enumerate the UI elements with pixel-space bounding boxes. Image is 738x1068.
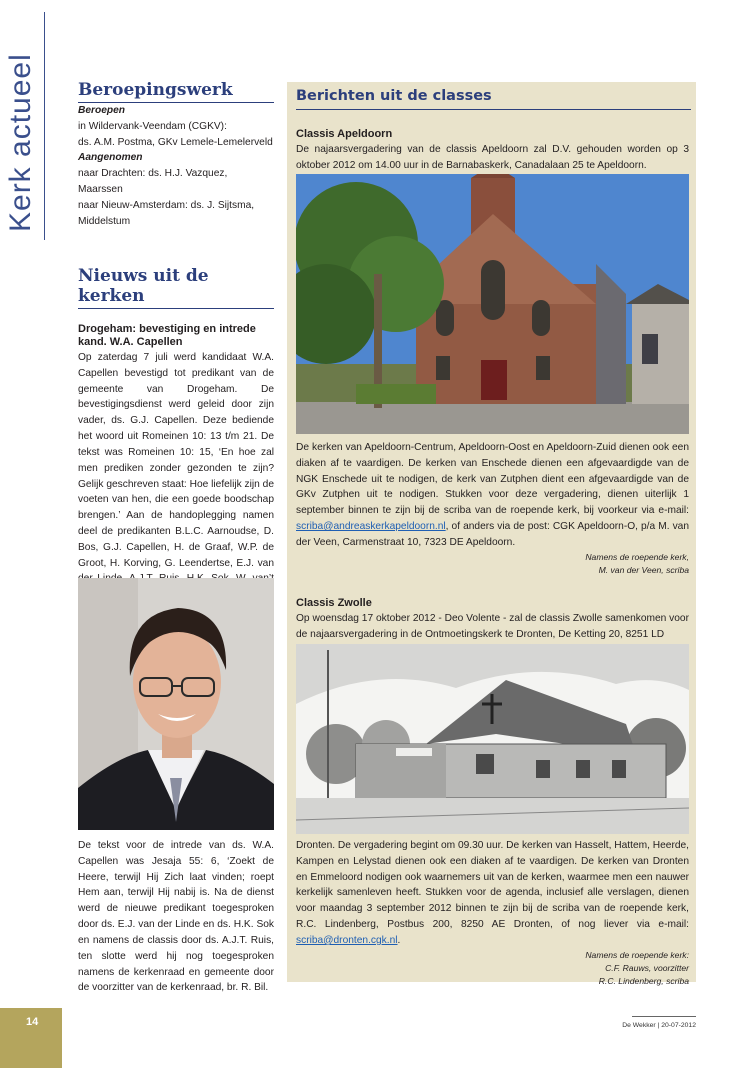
zwolle-signature: Namens de roepende kerk: [585,949,689,960]
nieuws-paragraph: Op zaterdag 7 juli werd kandidaat W.A. Capellen bevestigd tot predikant van de gemeente van Drogeham. De bevestigingsdienst werd geleid door zijn vader, ds. G.J. Capellen. Deze bediende het woord uit Romeinen 10: 13 t/m 21. De tekst was Romeinen 10: 15, ‘En hoe zal men prediken zonder gezonden te zijn? Gelijk geschreven staat: Hoe liefelijk zijn de voeten van hen, die een goede boodschap brengen.’ Aan de handoplegging namen deel de predikanten B.L.C. Aarnoudse, D. Bos, G.J. Capellen, H. de Graaf, W.P. de Groot, H. Korving, G. Leendertse, E.J. van [78,352,274,569]
section-label: Kerk actueel [4,53,37,232]
zwolle-body [296,838,689,949]
zwolle-email-link[interactable]: scriba@dronten.cgk.nl [296,934,398,946]
publication-info: De Wekker | 20-07-2012 [622,1022,696,1029]
berichten-heading: Berichten uit de classes [296,88,691,110]
aangenomen-line: naar Nieuw-Amsterdam: ds. J. Sijtsma, Middelstum [78,199,255,227]
nieuws-heading: Nieuws uit de kerken [78,266,274,309]
apeldoorn-body-block [296,440,689,577]
beroepingswerk-heading: Beroepingswerk [78,80,274,103]
zwolle-intro: Op woensdag 17 oktober 2012 - Deo Volente - zal de classis Zwolle samenkomen voor de najaarsvergadering in de Ontmoetingskerk te Dronten, De Ketting 20, 8251 LD [296,612,689,640]
zwolle-body-block [296,838,689,989]
aangenomen-line: naar Drachten: ds. H.J. Vazquez, Maarssen [78,168,228,196]
left-column [78,80,274,603]
zwolle-intro-block [296,597,689,642]
church-photo [296,174,689,434]
beroepen-line: ds. A.M. Postma, GKv Lemele-Lemelerveld [78,136,273,148]
zwolle-title: Classis Zwolle [296,597,372,609]
portrait-photo [78,578,274,830]
nieuws-paragraph-2: De tekst voor de intrede van ds. W.A. Capellen was Jesaja 55: 6, ‘Zoekt de Heere, terwijl Hij Zich laat vinden; roept Hem aan, terwijl Hij nabij is. Na de dienst werd de nieuwe predikant toegesproken door ds. E.J. van der Linde en ds. H.K. Sok en namens de classis door ds. A.J.T. Ruis, ten slotte werd hij nog toegesproken namens de kerkenraad en gemeente door de voorzitter van de kerkenraad, br. R. Bil. [78,840,274,994]
footer-rule [632,1016,696,1017]
sketch-illustration [296,644,689,834]
beroepen-label: Beroepen [78,105,125,116]
page-number: 14 [26,1016,39,1028]
apeldoorn-intro: De najaarsvergadering van de classis Apeldoorn zal D.V. gehouden worden op 3 oktober 2012 om 14.00 uur in de Barnabaskerk, Canadalaan 25 te Apeldoorn. [296,143,689,171]
apeldoorn-body-text-end: , of anders via de post: CGK Apeldoorn-O, p/a M. van der Veen, Carmenstraat 10, 7323 DE Apeldoorn. [296,521,689,548]
zwolle-signature: R.C. Lindenberg, scriba [598,976,689,987]
apeldoorn-intro-block [296,128,689,173]
left-bottom-text [78,838,274,996]
zwolle-body-text: Dronten. De vergadering begint om 09.30 uur. De kerken van Hasselt, Hattem, Heerde, Kampen en Lelystad dienen ook een diaken af te vaardigen. De kerken van Dronten en Emmeloord nodigen ook waarnemers uit van de kerken, waarmee men een nauwer kerkelijk samenleven heeft. Stukken voor de agenda, inclusief alle verslagen, dienen voor maandag 3 september 2012 binnen te zijn bij de scriba van de roepende kerk, R.C. Lindenberg, Postbus 200, 8250 AE Dronten, of nog liever via e-mail: [296,840,689,931]
church-illustration [296,174,689,434]
portrait-illustration [78,578,274,830]
zwolle-body-text-end: . [397,934,401,946]
zwolle-signature: C.F. Rauws, voorzitter [605,963,689,973]
beroepen-line: in Wildervank-Veendam (CGKV): [78,120,227,132]
apeldoorn-body [296,440,689,551]
aangenomen-label: Aangenomen [78,152,143,164]
nieuws-subheading: Drogeham: bevestiging en intrede kand. W.A. Capellen [78,322,256,349]
apeldoorn-signature: Namens de roepende kerk, [585,551,689,562]
apeldoorn-body-text: De kerken van Apeldoorn-Centrum, Apeldoorn-Oost en Apeldoorn-Zuid dienen ook een diaken af te vaardigen. De kerken van Enschede dienen een afgevaardigde van de NGK Enschede uit te nodigen, de kerk van Zutphen dient een afgevaardigde van de GKv Zutphen uit te nodigen. Stukken voor deze vergadering, dienen uiterlijk 1 september binnen te zijn bij de scriba van de roepende kerk, bij voorkeur via e-mail: [296,442,689,517]
apeldoorn-title: Classis Apeldoorn [296,128,393,140]
side-rule [44,12,45,240]
church-sketch [296,644,689,834]
apeldoorn-signature: M. van der Veen, scriba [598,565,689,575]
apeldoorn-email-link[interactable]: scriba@andreaskerkapeldoorn.nl [296,521,446,533]
